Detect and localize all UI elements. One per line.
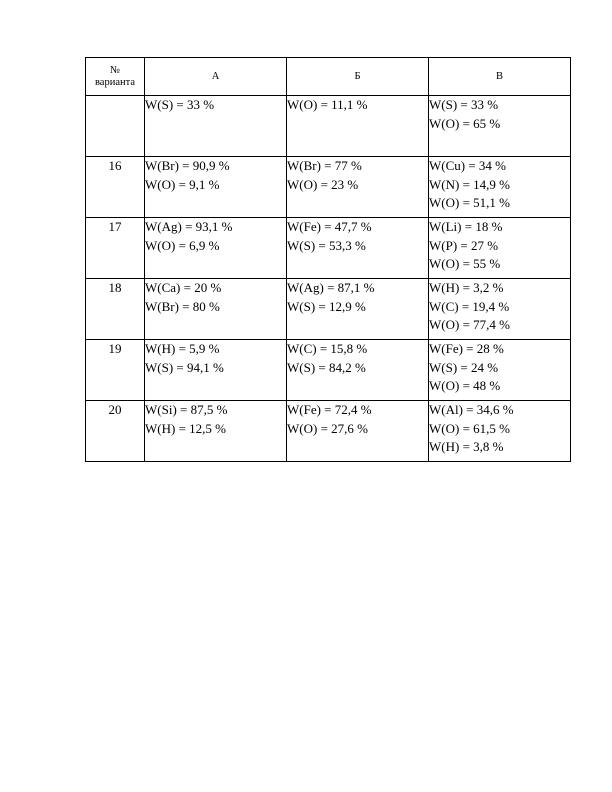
header-row bbox=[86, 58, 571, 96]
mass-fraction-line: W(C) = 19,4 % bbox=[429, 298, 510, 314]
variants-table bbox=[85, 57, 571, 462]
table-row bbox=[86, 340, 571, 401]
cell-col-a bbox=[145, 157, 287, 218]
mass-fraction-line: W(S) = 24 % bbox=[429, 359, 499, 375]
mass-fraction-line: W(S) = 94,1 % bbox=[145, 359, 224, 375]
cell-col-c bbox=[429, 157, 571, 218]
mass-fraction-line: W(Br) = 80 % bbox=[145, 298, 220, 314]
cell-col-b bbox=[287, 279, 429, 340]
cell-col-c bbox=[429, 96, 571, 157]
mass-fraction-line: W(O) = 6,9 % bbox=[145, 237, 220, 253]
mass-fraction-line: W(S) = 33 % bbox=[145, 97, 215, 112]
mass-fraction-line: W(C) = 15,8 % bbox=[287, 341, 368, 356]
mass-fraction-line: W(Al) = 34,6 % bbox=[429, 402, 514, 417]
mass-fraction-line: W(S) = 84,2 % bbox=[287, 359, 366, 375]
cell-col-a bbox=[145, 340, 287, 401]
cell-col-a bbox=[145, 218, 287, 279]
cell-col-c bbox=[429, 279, 571, 340]
variant-number: 19 bbox=[86, 340, 145, 401]
mass-fraction-line: W(O) = 65 % bbox=[429, 115, 501, 131]
mass-fraction-line: W(S) = 53,3 % bbox=[287, 237, 366, 253]
variant-number: 17 bbox=[86, 218, 145, 279]
table-row bbox=[86, 218, 571, 279]
header-variant-number bbox=[86, 58, 145, 96]
table-row bbox=[86, 279, 571, 340]
mass-fraction-line: W(N) = 14,9 % bbox=[429, 176, 510, 192]
header-num-word: варианта bbox=[94, 76, 135, 88]
mass-fraction-line: W(Fe) = 72,4 % bbox=[287, 402, 372, 417]
mass-fraction-line: W(Ag) = 93,1 % bbox=[145, 219, 233, 234]
mass-fraction-line: W(Si) = 87,5 % bbox=[145, 402, 228, 417]
mass-fraction-line: W(Br) = 90,9 % bbox=[145, 158, 230, 173]
mass-fraction-line: W(Br) = 77 % bbox=[287, 158, 362, 173]
mass-fraction-line: W(O) = 55 % bbox=[429, 256, 501, 271]
mass-fraction-line: W(O) = 61,5 % bbox=[429, 420, 510, 436]
header-col-c: В bbox=[429, 58, 571, 96]
mass-fraction-line: W(O) = 11,1 % bbox=[287, 97, 368, 112]
table-row bbox=[86, 96, 571, 157]
mass-fraction-line: W(O) = 27,6 % bbox=[287, 420, 368, 436]
cell-col-b bbox=[287, 96, 429, 157]
table-row bbox=[86, 157, 571, 218]
header-num-sign: № bbox=[109, 64, 121, 76]
header-col-a: А bbox=[145, 58, 287, 96]
mass-fraction-line: W(O) = 48 % bbox=[429, 378, 501, 393]
cell-col-a bbox=[145, 96, 287, 157]
mass-fraction-line: W(O) = 23 % bbox=[287, 176, 359, 192]
header-col-b: Б bbox=[287, 58, 429, 96]
mass-fraction-line: W(Ca) = 20 % bbox=[145, 280, 222, 295]
mass-fraction-line: W(S) = 12,9 % bbox=[287, 298, 366, 314]
mass-fraction-line: W(Fe) = 28 % bbox=[429, 341, 504, 356]
mass-fraction-line: W(O) = 9,1 % bbox=[145, 176, 220, 192]
mass-fraction-line: W(Li) = 18 % bbox=[429, 219, 503, 234]
cell-col-b bbox=[287, 401, 429, 462]
mass-fraction-line: W(H) = 3,8 % bbox=[429, 439, 504, 454]
table-row bbox=[86, 401, 571, 462]
cell-col-b bbox=[287, 218, 429, 279]
mass-fraction-line: W(H) = 3,2 % bbox=[429, 280, 504, 295]
mass-fraction-line: W(O) = 77,4 % bbox=[429, 317, 510, 332]
cell-col-b bbox=[287, 340, 429, 401]
mass-fraction-line: W(S) = 33 % bbox=[429, 97, 499, 112]
cell-col-c bbox=[429, 340, 571, 401]
variant-number bbox=[86, 96, 145, 157]
mass-fraction-line: W(O) = 51,1 % bbox=[429, 195, 510, 210]
mass-fraction-line: W(P) = 27 % bbox=[429, 237, 499, 253]
mass-fraction-line: W(Cu) = 34 % bbox=[429, 158, 507, 173]
variant-number: 16 bbox=[86, 157, 145, 218]
cell-col-a bbox=[145, 279, 287, 340]
cell-col-a bbox=[145, 401, 287, 462]
cell-col-c bbox=[429, 218, 571, 279]
cell-col-b bbox=[287, 157, 429, 218]
mass-fraction-line: W(H) = 5,9 % bbox=[145, 341, 220, 356]
variant-number: 18 bbox=[86, 279, 145, 340]
cell-col-c bbox=[429, 401, 571, 462]
variant-number: 20 bbox=[86, 401, 145, 462]
mass-fraction-line: W(Fe) = 47,7 % bbox=[287, 219, 372, 234]
mass-fraction-line: W(Ag) = 87,1 % bbox=[287, 280, 375, 295]
mass-fraction-line: W(H) = 12,5 % bbox=[145, 420, 226, 436]
